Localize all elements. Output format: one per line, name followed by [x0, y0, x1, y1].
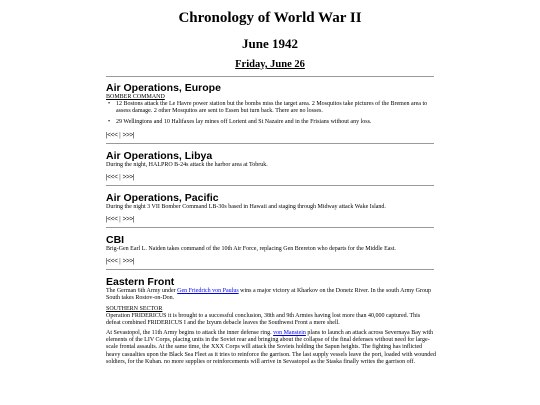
prev-link[interactable]: < [114, 215, 118, 224]
divider [106, 185, 434, 186]
section-air-ops-europe [106, 82, 436, 140]
first-link[interactable]: |<< [106, 172, 115, 181]
nav-links [106, 131, 436, 140]
nav-links [106, 215, 436, 224]
section-text: Brig-Gen Earl L. Naiden takes command of the 10th Air Force, replacing Gen Brereton who departs for the Middle East. [106, 246, 396, 253]
month-heading: June 1942 [242, 36, 298, 51]
section-eastern-front [106, 276, 436, 366]
section-heading: Air Operations, Pacific [106, 191, 219, 204]
nav-links [106, 173, 436, 182]
nav-separator: | [119, 257, 121, 266]
nav-separator: | [119, 130, 121, 139]
nav-separator: | [119, 215, 121, 224]
section-heading: CBI [106, 234, 125, 247]
last-link[interactable]: >>| [125, 257, 134, 266]
manstein-link[interactable]: von Manstein [273, 330, 306, 337]
section-air-ops-pacific [106, 192, 436, 224]
text-span: plans to launch an attack across Severnaya Bay with elements of the LIV Corps, placing units in the Soviet rear and bringing about the collapse of the final defenses without need for large-scale frontal assaults. At the same time, the XXX Corps will attack the Soviets holding the Sapun heights. The fighting has inflicted heavy casualties upon the Black Sea Fleet as it tries to reinforce the garrison. The last supply vessels leave the port, loaded with wounded soldiers, for the Kuban. no more supplies or reinforcements will arrive in Sevastopol as the Staska finally writes the garrison off. [106, 330, 436, 365]
list-item: • 12 Bostons attack the Le Havre power station but the bombs miss the target area. 2 Mosquitos take pictures of the Bremen area to assess damage. 2 other Mosquitos are sent to Essen but turn back. There are no losses. [116, 101, 436, 115]
bullet-list [106, 101, 436, 127]
prev-link[interactable]: < [114, 172, 118, 181]
section-heading: Air Operations, Libya [106, 149, 213, 162]
next-link[interactable]: > [122, 257, 126, 266]
prev-link[interactable]: < [114, 130, 118, 139]
first-link[interactable]: |<< [106, 215, 115, 224]
text-span: The German 6th Army under [106, 288, 178, 295]
section-cbi [106, 234, 436, 266]
next-link[interactable]: > [122, 215, 126, 224]
next-link[interactable]: > [122, 130, 126, 139]
section-paragraph [106, 288, 436, 302]
section-heading: Eastern Front [106, 276, 175, 289]
last-link[interactable]: >>| [125, 130, 134, 139]
first-link[interactable]: |<< [106, 130, 115, 139]
section-air-ops-libya [106, 150, 436, 182]
divider [106, 227, 434, 228]
nav-links [106, 257, 436, 266]
next-link[interactable]: > [122, 172, 126, 181]
divider [106, 76, 434, 77]
last-link[interactable]: >>| [125, 172, 134, 181]
section-subheading: BOMBER COMMAND [106, 94, 165, 100]
section-text: During the night 3 VII Bomber Command LB-30s based in Hawaii and staging through Midway attack Wake Island. [106, 203, 386, 210]
list-item: • 29 Wellingtons and 10 Halifaxes lay mines off Lorient and St Nazaire and in the Frisians without any loss. [116, 119, 436, 126]
section-text: During the night, HALPRO B-24s attack the harbor area at Tobruk. [106, 161, 268, 168]
section-paragraph: Operation FRIDERICUS it is brought to a successful conclusion, 38th and 9th Armies having lost more than 40,000 captured. This defeat combined FRIDERICUS I and the Izyum debacle leaves the Southwest Front a mere shell. [106, 312, 421, 326]
main-content [106, 82, 436, 366]
paulus-link[interactable]: Gen Friedrich von Paulus [177, 288, 239, 295]
divider [106, 143, 434, 144]
text-span: wins a major victory at Kharkov on the Donetz River. In the south Army Group South takes Rostov-on-Don. [106, 288, 431, 302]
divider [106, 269, 434, 270]
day-heading[interactable]: Friday, June 26 [235, 59, 305, 70]
prev-link[interactable]: < [114, 257, 118, 266]
text-span: At Sevastopol, the 11th Army begins to attack the inner defense ring. [106, 330, 274, 337]
section-subheading: SOUTHERN SECTOR [106, 305, 163, 312]
section-heading: Air Operations, Europe [106, 82, 221, 94]
page-title: Chronology of World War II [178, 10, 362, 26]
nav-separator: | [119, 172, 121, 181]
first-link[interactable]: |<< [106, 257, 115, 266]
section-paragraph [106, 330, 436, 366]
last-link[interactable]: >>| [125, 215, 134, 224]
